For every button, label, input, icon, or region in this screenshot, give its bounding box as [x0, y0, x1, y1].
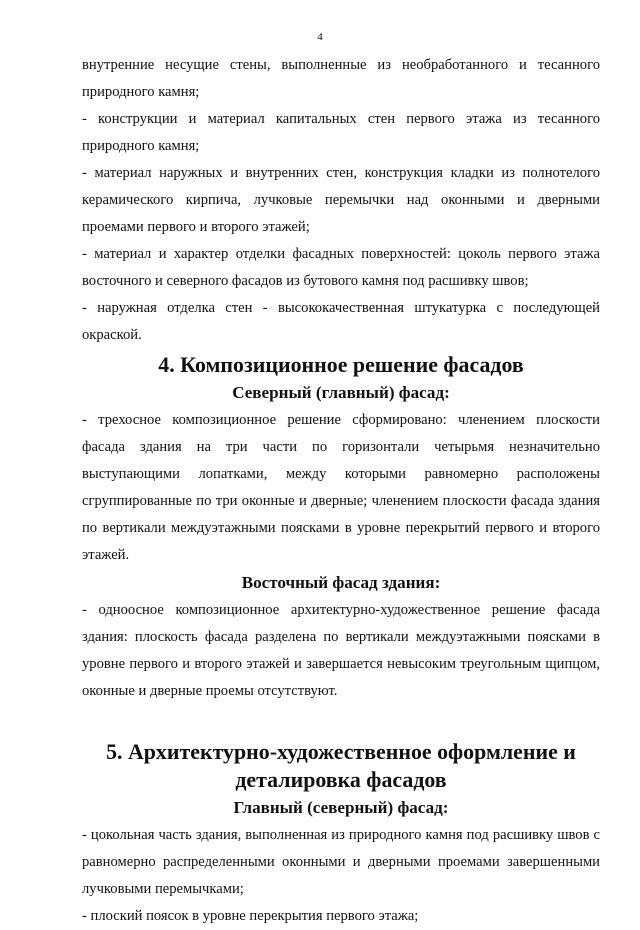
paragraph-exterior-plaster: - наружная отделка стен - высококачественная штукатурка с последующей окраской.: [82, 300, 600, 343]
paragraph-facade-finish: - материал и характер отделки фасадных поверхностей: цоколь первого этажа восточного и северного фасадов из бутового камня под расшивку швов;: [82, 246, 600, 289]
subheading-main-facade: Главный (северный) фасад:: [233, 798, 449, 817]
paragraph-north-composition: - трехосное композиционное решение сформировано: членением плоскости фасада здания на три части по горизонтали четырьмя незначительно выступающими лопатками, между которыми равномерно расположены сгруппированные по три оконные и дверные; членением плоскости фасада здания по вертикали междуэтажными поясками в уровне перекрытий первого и второго этажей.: [82, 412, 600, 563]
section-4-heading: 4. Композиционное решение фасадов: [158, 352, 524, 377]
page-number: 4: [317, 31, 323, 43]
paragraph-plinth: - цокольная часть здания, выполненная из природного камня под расшивку швов с равномерно распределенными оконными и дверными проемами завершенными лучковыми перемычками;: [82, 827, 600, 897]
paragraph-east-composition: - одноосное композиционное архитектурно-художественное решение фасада здания: плоскость фасада разделена по вертикали междуэтажными поясками в уровне первого и второго этажей и завершается невысоким треугольным щипцом, оконные и дверные проемы отсутствуют.: [82, 602, 600, 699]
paragraph-flat-belt: - плоский поясок в уровне перекрытия первого этажа;: [82, 908, 419, 924]
section-5-heading: 5. Архитектурно-художественное оформление и деталировка фасадов: [106, 739, 576, 792]
paragraph-internal-walls: внутренние несущие стены, выполненные из необработанного и тесанного природного камня;: [82, 57, 600, 100]
subheading-north-facade: Северный (главный) фасад:: [232, 383, 450, 402]
subheading-east-facade: Восточный фасад здания:: [241, 573, 441, 592]
document-body: [82, 52, 600, 930]
paragraph-brick-masonry: - материал наружных и внутренних стен, конструкция кладки из полнотелого керамического кирпича, лучковые перемычки над оконными и дверными проемами первого и второго этажей;: [82, 165, 600, 235]
paragraph-first-floor-walls: - конструкции и материал капитальных стен первого этажа из тесанного природного камня;: [82, 111, 600, 154]
